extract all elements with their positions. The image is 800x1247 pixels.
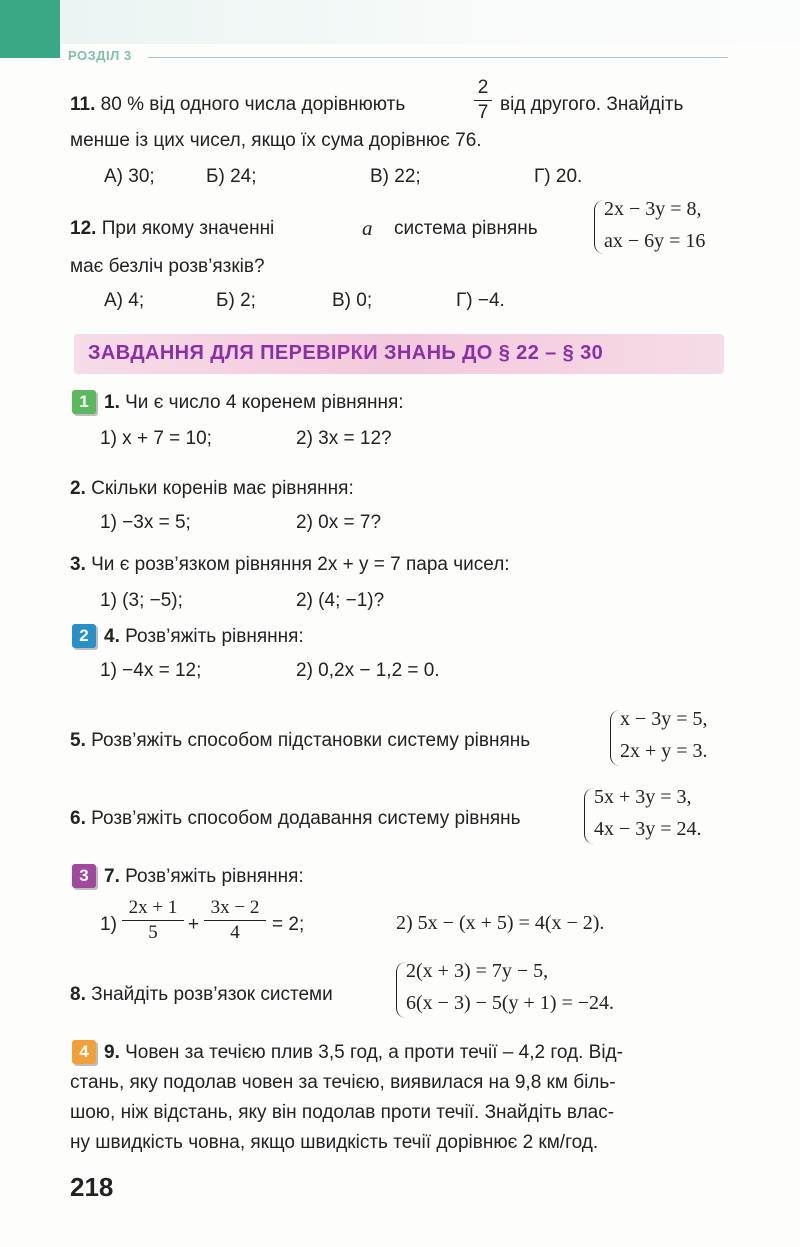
task4-a: 1) −4x = 12;: [100, 660, 202, 681]
task9-line3: шою, ніж відстань, яку він подолав проти течії. Знайдіть влас-: [70, 1102, 615, 1123]
task3-number: 3.: [70, 554, 86, 575]
q11-option-d: Г) 20.: [534, 166, 583, 187]
task2-a: 1) −3x = 5;: [100, 512, 191, 533]
q12-text-a: При якому значенні: [101, 218, 275, 239]
task7-f1-num: 2x + 1: [122, 896, 184, 921]
q11-option-b: Б) 24;: [206, 166, 257, 187]
task7-number: 7.: [104, 866, 120, 887]
task8-line: [70, 984, 333, 1006]
task7-text: Розв’яжіть рівняння:: [125, 866, 304, 887]
q11-line1: [70, 94, 405, 116]
task2-b: 2) 0x = 7?: [296, 512, 382, 533]
task2-number: 2.: [70, 478, 86, 499]
task1-b: 2) 3x = 12?: [296, 428, 392, 449]
task6-text: Розв’яжіть способом додавання систему рівнянь: [91, 808, 521, 829]
task4-text: Розв’яжіть рівняння:: [125, 626, 304, 647]
q11-text-b: від другого. Знайдіть: [500, 94, 684, 115]
chapter-rule: [148, 57, 728, 58]
task7-f2-num: 3x − 2: [204, 896, 266, 921]
task5-sys1: x − 3y = 5,: [620, 708, 708, 730]
task7-b: 2) 5x − (x + 5) = 4(x − 2).: [396, 912, 605, 934]
chapter-tab: [0, 0, 60, 58]
task7-f2-den: 4: [230, 922, 240, 943]
task9-number: 9.: [104, 1042, 120, 1063]
task7-fraction-2: [204, 896, 266, 945]
q12-line2: має безліч розв’язків?: [70, 256, 265, 277]
q11-frac-den: 7: [477, 102, 489, 123]
section-title: ЗАВДАННЯ ДЛЯ ПЕРЕВІРКИ ЗНАНЬ ДО § 22 – § 30: [88, 342, 604, 364]
task9-line2: стань, яку подолав човен за течією, виявилася на 9,8 км біль-: [70, 1072, 616, 1093]
task5-sys2: 2x + y = 3.: [620, 740, 708, 762]
task4-number: 4.: [104, 626, 120, 647]
task5-line: [70, 730, 530, 752]
task7-f1-den: 5: [148, 922, 158, 943]
page-number: 218: [70, 1172, 114, 1202]
task4-b: 2) 0,2x − 1,2 = 0.: [296, 660, 440, 681]
task7-line: [104, 866, 304, 888]
q11-option-c: В) 22;: [370, 166, 421, 187]
q12-sys2: ax − 6y = 16: [604, 230, 706, 252]
task7-plus: +: [188, 914, 200, 935]
q11-frac-num: 2: [474, 76, 492, 101]
task8-sys2: 6(x − 3) − 5(y + 1) = −24.: [406, 992, 615, 1014]
chapter-label: РОЗДІЛ 3: [68, 48, 132, 63]
level-1-icon: 1: [72, 390, 96, 414]
task5-number: 5.: [70, 730, 86, 751]
q12-line1: [70, 218, 274, 240]
task8-text: Знайдіть розв’язок системи: [91, 984, 333, 1005]
task3-line: [70, 554, 510, 576]
q12-variable: a: [362, 216, 373, 240]
task5-text: Розв’яжіть способом підстановки систему рівнянь: [91, 730, 531, 751]
task6-number: 6.: [70, 808, 86, 829]
task8-number: 8.: [70, 984, 86, 1005]
task7-fraction-1: [122, 896, 184, 945]
task1-text: Чи є число 4 коренем рівняння:: [125, 392, 404, 413]
q12-option-d: Г) −4.: [456, 290, 505, 311]
task1-a: 1) x + 7 = 10;: [100, 428, 212, 449]
q12-number: 12.: [70, 218, 97, 239]
q11-fraction: [474, 76, 492, 125]
task6-line: [70, 808, 521, 830]
q11-line2: менше із цих чисел, якщо їх сума дорівнює 76.: [70, 130, 482, 151]
task3-a: 1) (3; −5);: [100, 590, 183, 611]
task8-sys1: 2(x + 3) = 7y − 5,: [406, 960, 549, 982]
q12-option-a: А) 4;: [104, 290, 145, 311]
task7-a-tail: = 2;: [272, 914, 305, 935]
task8-brace: [396, 962, 406, 1018]
task1-line: [104, 392, 404, 414]
q12-text-b: система рівнянь: [394, 218, 538, 239]
q12-option-c: В) 0;: [332, 290, 373, 311]
q12-brace: [594, 200, 604, 254]
q11-text-a: 80 % від одного числа дорівнюють: [100, 94, 406, 115]
task6-brace: [584, 788, 594, 844]
q12-option-b: Б) 2;: [216, 290, 256, 311]
task6-sys2: 4x − 3y = 24.: [594, 818, 702, 840]
task2-line: [70, 478, 354, 500]
q11-number: 11.: [70, 94, 96, 115]
task2-text: Скільки коренів має рівняння:: [91, 478, 354, 499]
task9-line4: ну швидкість човна, якщо швидкість течії дорівнює 2 км/год.: [70, 1132, 599, 1153]
task4-line: [104, 626, 304, 648]
level-3-icon: 3: [72, 864, 96, 888]
top-band: [0, 0, 800, 44]
q12-sys1: 2x − 3y = 8,: [604, 198, 702, 220]
level-4-icon: 4: [72, 1040, 96, 1064]
task1-number: 1.: [104, 392, 120, 413]
task7-a-label: 1): [100, 914, 117, 935]
task6-sys1: 5x + 3y = 3,: [594, 786, 692, 808]
task9-line1: [104, 1042, 623, 1064]
task5-brace: [610, 710, 620, 766]
task3-b: 2) (4; −1)?: [296, 590, 385, 611]
task9-text-1: Човен за течією плив 3,5 год, а проти течії – 4,2 год. Від-: [125, 1042, 623, 1063]
q11-option-a: А) 30;: [104, 166, 155, 187]
task3-text: Чи є розв’язком рівняння 2x + y = 7 пара чисел:: [91, 554, 510, 575]
level-2-icon: 2: [72, 624, 96, 648]
